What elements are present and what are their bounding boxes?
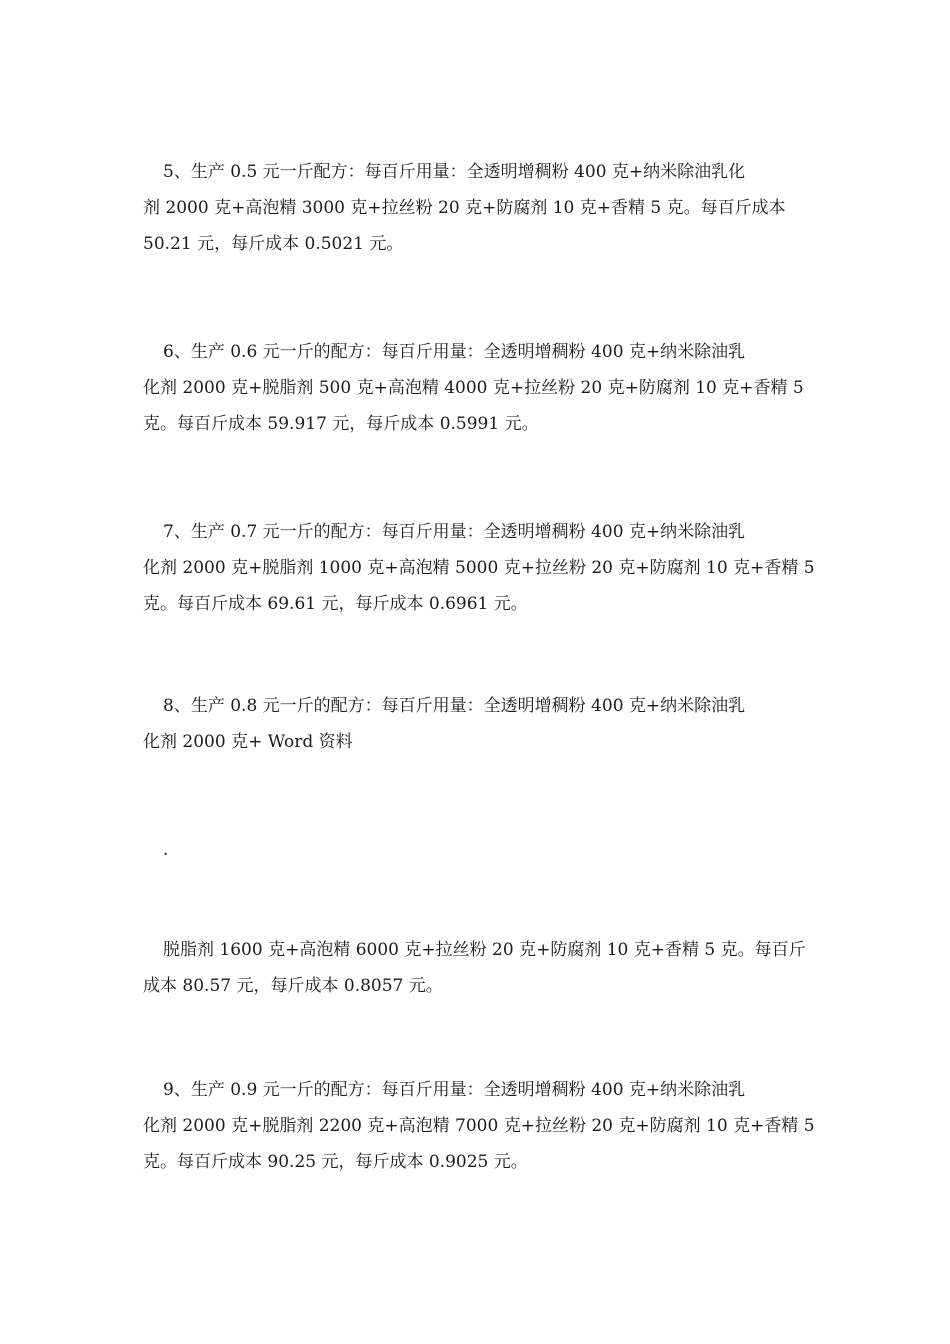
paragraph-recipe-8-continued [143,932,808,1004]
text-line: 克。每百斤成本 69.61 元，每斤成本 0.6961 元。 [143,594,528,614]
text-line: 化剂 2000 克+ Word 资料 [143,732,353,752]
paragraph-recipe-5 [143,154,808,262]
paragraph-recipe-6 [143,334,808,442]
paragraph-recipe-8 [143,688,808,760]
text-line: 克。每百斤成本 90.25 元，每斤成本 0.9025 元。 [143,1152,528,1172]
text-line: 克。每百斤成本 59.917 元，每斤成本 0.5991 元。 [143,414,539,434]
text-line: 剂 2000 克+高泡精 3000 克+拉丝粉 20 克+防腐剂 10 克+香精 5 克。每百斤成本 [143,198,786,218]
text-line: 50.21 元，每斤成本 0.5021 元。 [143,234,404,254]
text-line: 化剂 2000 克+脱脂剂 500 克+高泡精 4000 克+拉丝粉 20 克+防腐剂 10 克+香精 5 [143,378,804,398]
text-line: . [163,840,169,860]
text-line: 9、生产 0.9 元一斤的配方：每百斤用量：全透明增稠粉 400 克+纳米除油乳 [163,1080,746,1100]
page-break-dot [143,832,808,868]
text-line: 7、生产 0.7 元一斤的配方：每百斤用量：全透明增稠粉 400 克+纳米除油乳 [163,522,746,542]
paragraph-recipe-7 [143,514,815,622]
text-line: 脱脂剂 1600 克+高泡精 6000 克+拉丝粉 20 克+防腐剂 10 克+香精 5 克。每百斤 [163,940,806,960]
paragraph-recipe-9 [143,1072,815,1180]
text-line: 8、生产 0.8 元一斤的配方：每百斤用量：全透明增稠粉 400 克+纳米除油乳 [163,696,746,716]
text-line: 化剂 2000 克+脱脂剂 1000 克+高泡精 5000 克+拉丝粉 20 克+防腐剂 10 克+香精 5 [143,558,815,578]
text-line: 化剂 2000 克+脱脂剂 2200 克+高泡精 7000 克+拉丝粉 20 克+防腐剂 10 克+香精 5 [143,1116,815,1136]
text-line: 5、生产 0.5 元一斤配方：每百斤用量：全透明增稠粉 400 克+纳米除油乳化 [163,162,746,182]
text-line: 6、生产 0.6 元一斤的配方：每百斤用量：全透明增稠粉 400 克+纳米除油乳 [163,342,746,362]
text-line: 成本 80.57 元，每斤成本 0.8057 元。 [143,976,443,996]
